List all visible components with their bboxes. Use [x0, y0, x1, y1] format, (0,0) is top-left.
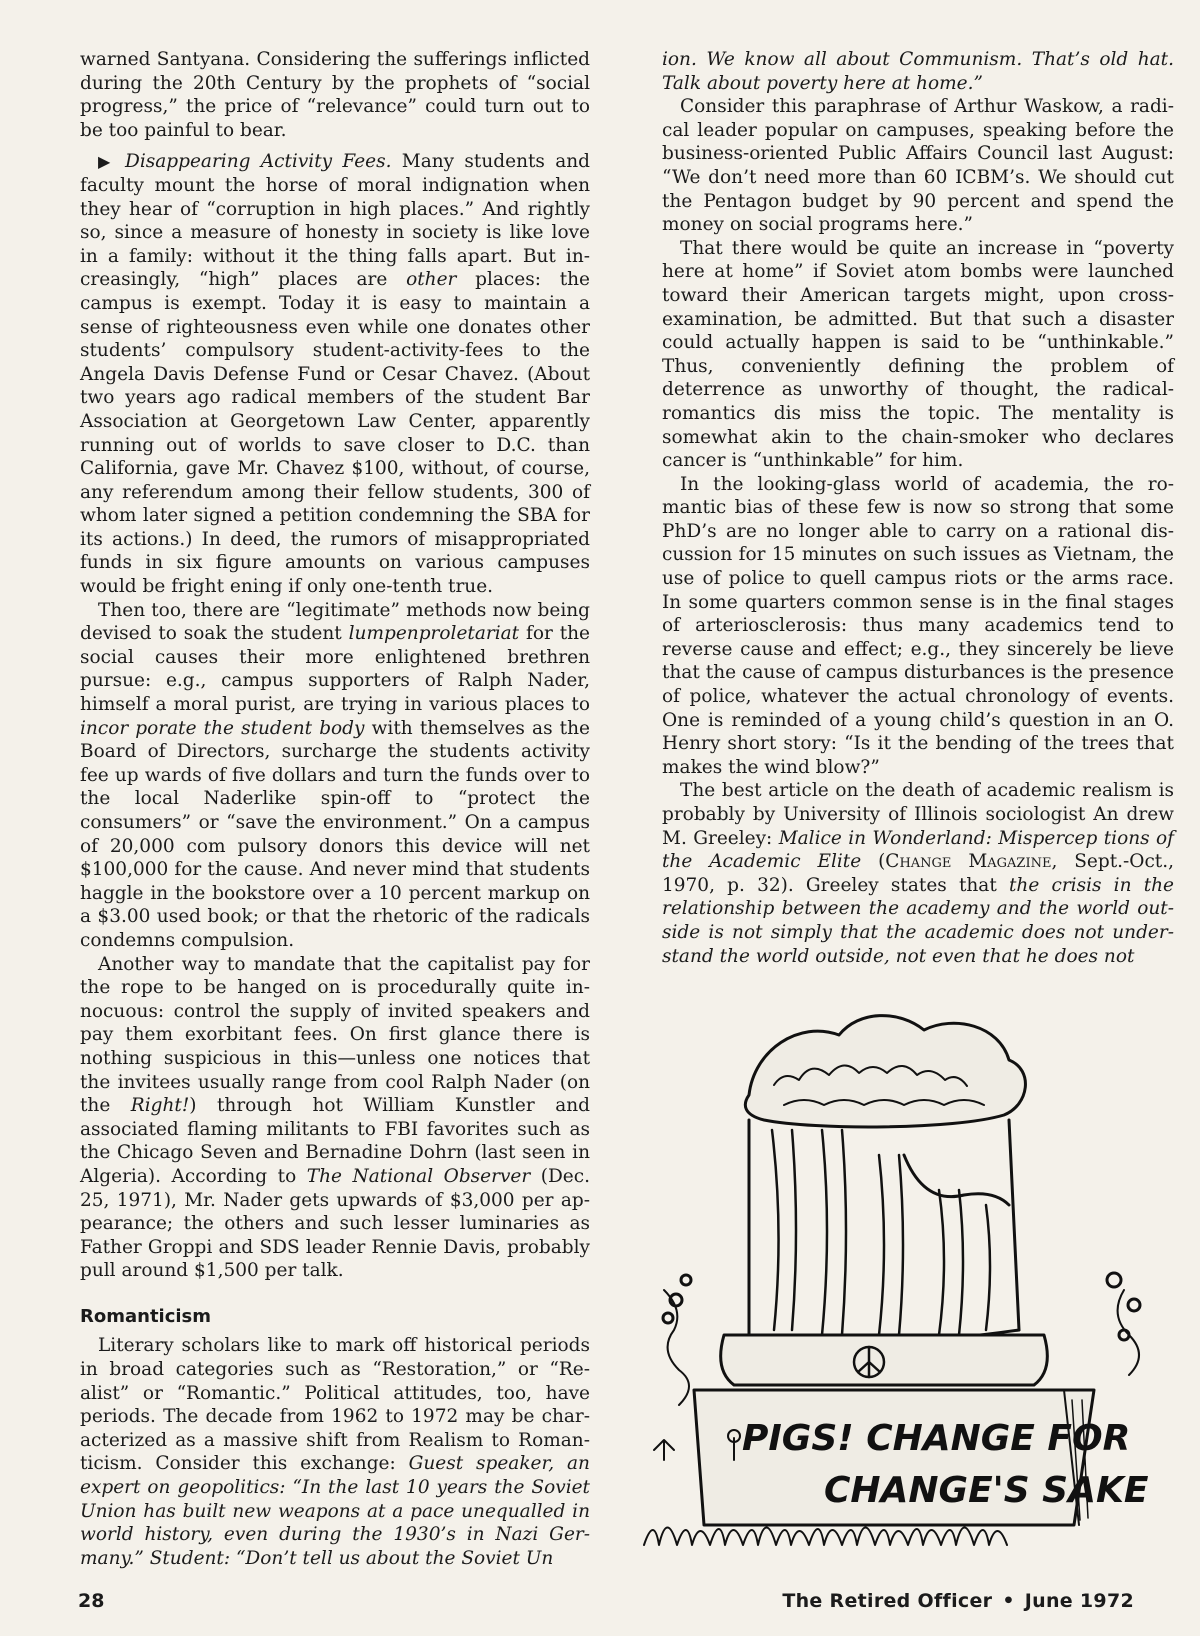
- run-in-heading: Disappearing Activity Fees.: [125, 151, 392, 173]
- text-run: Another way to mandate that the capitalist pay for the rope to be hanged on is procedurally quite in nocuous: control the supply of invited speakers and pay them exorbitant fees. On first glance there is nothing suspicious in this—unless one notices that the invitees usually range from cool Ralph Nader (on the: [80, 953, 590, 1117]
- emphasis: the crisis in the relationship between the academy and the world out side is not simply that the academic does not under stand the world outside, not even that he does not: [662, 874, 1174, 967]
- paragraph: warned Santyana. Considering the sufferings inflicted during the 20th Century by the prophets of “social progress,” the price of “relevance” could turn out to be too painful to bear.: [80, 49, 590, 141]
- protest-sign-line-2: CHANGE'S SAKE: [824, 1470, 1149, 1511]
- left-column: [80, 48, 590, 1570]
- page-number: 28: [78, 1590, 105, 1612]
- emphasis: incor porate the student body: [80, 717, 365, 739]
- right-column: [662, 48, 1174, 968]
- text-run: Literary scholars like to mark off historical periods in broad categories such as “Restoration,” or “Re alist” or “Romantic.” Political attitudes, too, have periods. The decade from 1962 to 1972 may be char acterized as a massive shift from Realism to Roman ticism. Consider this exchange:: [80, 1335, 590, 1475]
- paragraph: That there would be quite an increase in “poverty here at home” if Soviet atom bombs were launched toward their American targets might, upon cross examination, be admitted. But that such a disaster could actually happen is said to be “unthinkable.” Thus, conveniently defining the problem of deterrence as unworthy of thought, the radical-romantics dis miss the topic. The mentality is somewhat akin to the chain-smoker who declares cancer is “unthinkable” for him.: [662, 237, 1174, 472]
- text-run: (Dec. 25, 1971), Mr. Nader gets upwards of $3,000 per ap pearance; the others and such lesser luminaries as Father Groppi and SDS leader Rennie Davis, probably pull around $1,500 per talk.: [80, 1165, 590, 1282]
- paragraph: Consider this paraphrase of Arthur Waskow, a radi cal leader popular on campuses, speaking before the business-oriented Public Affairs Council last August: “We don’t need more than 60 ICBM’s. We should cut the Pentagon budget by 90 percent and spend the money on social programs here.”: [662, 96, 1174, 236]
- text-run: The best article on the death of academic realism is probably by University of Illinois sociologist An drew M. Greeley:: [662, 780, 1174, 849]
- triangle-bullet-icon: ▶: [98, 152, 115, 172]
- paragraph: [80, 599, 590, 953]
- text-run: with themselves as the Board of Directors, surcharge the students activity fee up wards of five dollars and turn the funds over to the local Naderlike spin-off to “protect the consumers” or “save the environment.” On a campus of 20,000 com pulsory donors this device will net $100,000 for the cause. And never mind that students haggle in the bookstore over a 10 percent markup on a $3.00 used book; or that the rhetoric of the radicals condemns compulsion.: [80, 717, 590, 951]
- paragraph: [662, 779, 1174, 968]
- text-run: ) through hot William Kunstler and associated flaming militants to FBI favorites such as the Chicago Seven and Bernadine Dohrn (last seen in Algeria). According to: [80, 1095, 590, 1187]
- emphasis: Right!: [130, 1095, 190, 1117]
- paragraph-activity-fees: [80, 150, 590, 598]
- emphasis: other: [406, 269, 457, 291]
- text-run: Then too, there are “legitimate” methods now being devised to soak the student: [80, 599, 590, 645]
- emphasis: ion. We know all about Communism. That’s old hat. Talk about poverty here at home.”: [662, 49, 1174, 94]
- small-caps-title: Change Magazine: [885, 851, 1052, 873]
- text-run: (: [861, 851, 886, 873]
- publication-name: The Retired Officer: [782, 1590, 993, 1612]
- issue-date: June 1972: [1024, 1590, 1134, 1612]
- paragraph: [80, 953, 590, 1283]
- emphasis: Guest speaker, an expert on geopolitics: “In the last 10 years the Soviet Union has built new weapons at a pace unequalled in world history, even during the 1930’s in Nazi Ger many.” Student: “Don’t tell us about the Soviet Un: [80, 1453, 590, 1569]
- crumbling-column-illustration: [624, 990, 1184, 1560]
- text-run: Many students and faculty mount the horse of moral indignation when they hear of “corruption in high places.” And rightly so, since a measure of honesty in society is like love in a family: without it the thing falls apart. But in creasingly, “high” places are: [80, 151, 590, 291]
- protest-sign-line-1: PIGS! CHANGE FOR: [742, 1418, 1131, 1459]
- emphasis: lumpenproletariat: [348, 623, 520, 645]
- bullet-separator: •: [1002, 1590, 1015, 1612]
- paragraph: [662, 48, 1174, 95]
- paragraph: [80, 1334, 590, 1570]
- paragraph: In the looking-glass world of academia, the ro mantic bias of these few is now so strong that some PhD’s are no longer able to carry on a rational dis cussion for 15 minutes on such issues as Vietnam, the use of police to quell campus riots or the arms race. In some quarters common sense is in the final stages of arteriosclerosis: thus many academics tend to reverse cause and effect; e.g., they sincerely be lieve that the cause of campus disturbances is the presence of police, whatever the actual chronology of events. One is reminded of a young child’s question in an O. Henry short story: “Is it the bending of the trees that makes the wind blow?”: [662, 473, 1174, 778]
- emphasis: The National Observer: [306, 1165, 531, 1187]
- text-run: for the social causes their more enlightened brethren pursue: e.g., campus supporters of Ralph Nader, himself a moral purist, are trying in various places to: [80, 623, 590, 716]
- text-run: places: the campus is exempt. Today it is easy to maintain a sense of righteousness even while one donates other students’ compulsory student-activity-fees to the Angela Davis Defense Fund or Cesar Chavez. (About two years ago radical members of the student Bar Association at Georgetown Law Center, apparently running out of worlds to save closer to D.C. than California, gave Mr. Chavez $100, without, of course, any referendum among their fellow students, 300 of whom later signed a petition condemning the SBA for its actions.) In deed, the rumors of misappropriated funds in six figure amounts on various campuses would be fright ening if only one-tenth true.: [80, 269, 590, 598]
- publication-footer: [782, 1590, 1134, 1612]
- section-heading: Romanticism: [80, 1305, 212, 1327]
- text-run: , Sept.-Oct., 1970, p. 32). Greeley states that: [662, 851, 1174, 896]
- emphasis: Malice in Wonderland: Mispercep tions of the Academic Elite: [662, 827, 1174, 873]
